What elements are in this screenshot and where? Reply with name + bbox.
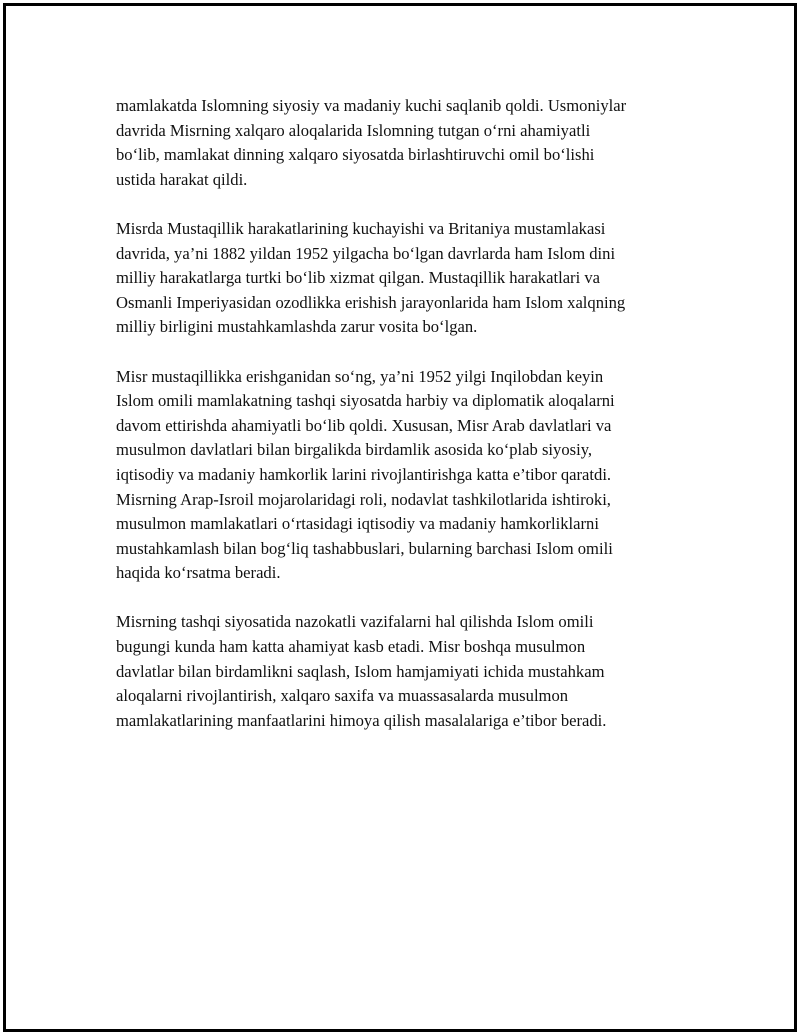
paragraph-2: Misrda Mustaqillik harakatlarining kuchayishi va Britaniya mustamlakasi davrida, ya’ni 1882 yildan 1952 yilgacha bo‘lgan davrlarda ham Islom dini milliy harakatlarga turtki bo‘lib xizmat qilgan. Mustaqillik harakatlari va Osmanli Imperiyasidan ozodlikka erishish jarayonlarida ham Islom xalqning milliy birligini mustahkamlashda zarur vosita bo‘lgan. xyxy=(116,218,626,337)
paragraph-4: Misrning tashqi siyosatida nazokatli vazifalarni hal qilishda Islom omili bugungi kunda ham katta ahamiyat kasb etadi. Misr boshqa musulmon davlatlar bilan birdamlikni saqlash, Islom hamjamiyati ichida mustahkam aloqalarni rivojlantirish, xalqaro saxifa va muassasalarda musulmon mamlakatlarining manfaatlarini himoya qilish masalalariga e’tibor beradi. xyxy=(116,612,607,730)
paragraph-1: mamlakatda Islomning siyosiy va madaniy kuchi saqlanib qoldi. Usmoniylar davrida Misrning xalqaro aloqalarida Islomning tutgan o‘rni ahamiyatli bo‘lib, mamlakat dinning xalqaro siyosatda birlashtiruvchi omil bo‘lishi ustida harakat qildi. xyxy=(116,96,627,189)
document-body xyxy=(116,94,688,758)
paragraph-3: Misr mustaqillikka erishganidan so‘ng, ya’ni 1952 yilgi Inqilobdan keyin Islom omili mamlakatning tashqi siyosatda harbiy va diplomatik aloqalarni davom ettirishda ahamiyatli bo‘lib qoldi. Xususan, Misr Arab davlatlari va musulmon davlatlari bilan birgalikda birdamlik asosida ko‘plab siyosiy, iqtisodiy va madaniy hamkorlik larini rivojlantirishga katta e’tibor qaratdi. Misrning Arap-Isroil mojarolaridagi roli, nodavlat tashkilotlarida ishtiroki, musulmon mamlakatlari o‘rtasidagi iqtisodiy va madaniy hamkorliklarni mustahkamlash bilan bog‘liq tashabbuslari, bularning barchasi Islom omili haqida ko‘rsatma beradi. xyxy=(116,366,615,583)
